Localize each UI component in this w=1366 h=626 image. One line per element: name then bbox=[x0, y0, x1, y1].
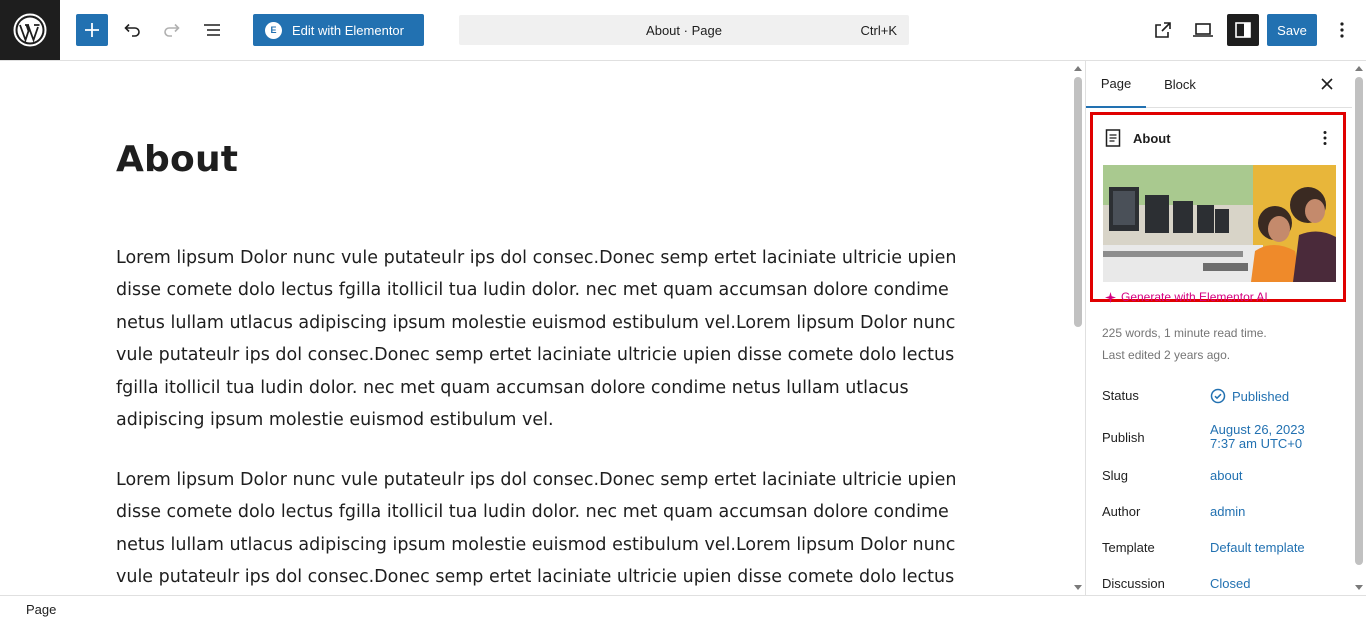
more-vertical-icon bbox=[1339, 20, 1345, 40]
breadcrumb[interactable]: Page bbox=[26, 602, 57, 617]
settings-button[interactable] bbox=[1227, 14, 1259, 46]
editor-footer bbox=[0, 595, 1366, 620]
post-summary-card bbox=[1090, 112, 1346, 302]
slug-label: Slug bbox=[1102, 468, 1129, 483]
desktop-icon bbox=[1192, 20, 1214, 40]
generate-ai-label: Generate with Elementor AI bbox=[1121, 290, 1268, 304]
sidebar-tabs bbox=[1086, 61, 1353, 108]
close-sidebar-button[interactable] bbox=[1317, 74, 1337, 94]
featured-image-photo bbox=[1103, 165, 1336, 282]
scroll-down-arrow-icon[interactable] bbox=[1355, 585, 1363, 590]
editor-canvas bbox=[0, 61, 1071, 595]
wordpress-logo-icon[interactable] bbox=[0, 0, 60, 60]
post-title[interactable]: About bbox=[116, 139, 239, 180]
status-label: Status bbox=[1102, 388, 1139, 403]
command-palette-bar[interactable] bbox=[459, 15, 909, 45]
editor-toolbar bbox=[0, 0, 1366, 61]
page-icon bbox=[1105, 129, 1121, 147]
publish-date-button[interactable] bbox=[1210, 423, 1305, 451]
elementor-icon: E bbox=[265, 22, 282, 39]
external-link-icon bbox=[1153, 20, 1173, 40]
template-label: Template bbox=[1102, 540, 1155, 555]
featured-image[interactable] bbox=[1103, 165, 1336, 282]
plus-icon bbox=[83, 21, 101, 39]
publish-time: 7:37 am UTC+0 bbox=[1210, 436, 1303, 451]
editor-scrollbar[interactable] bbox=[1071, 61, 1085, 595]
discussion-value-button[interactable]: Closed bbox=[1210, 576, 1251, 591]
tab-block[interactable]: Block bbox=[1164, 77, 1196, 92]
post-card-header bbox=[1105, 129, 1171, 147]
view-page-button[interactable] bbox=[1147, 14, 1179, 46]
add-block-button[interactable] bbox=[76, 14, 108, 46]
document-overview-button[interactable] bbox=[196, 14, 228, 46]
sidebar-toggle-icon bbox=[1233, 20, 1253, 40]
sidebar-scrollbar[interactable] bbox=[1352, 61, 1366, 595]
tab-page[interactable]: Page bbox=[1086, 61, 1146, 108]
last-edited-text: Last edited 2 years ago. bbox=[1102, 348, 1231, 362]
discussion-label: Discussion bbox=[1102, 576, 1165, 591]
document-title: About · Page bbox=[646, 23, 722, 38]
scroll-up-arrow-icon[interactable] bbox=[1074, 66, 1082, 71]
settings-sidebar bbox=[1085, 61, 1352, 595]
publish-date: August 26, 2023 bbox=[1210, 422, 1305, 437]
author-label: Author bbox=[1102, 504, 1141, 519]
post-card-title: About bbox=[1133, 130, 1171, 146]
edit-with-elementor-button[interactable] bbox=[253, 14, 424, 46]
published-check-icon bbox=[1210, 388, 1226, 404]
scroll-up-arrow-icon[interactable] bbox=[1355, 66, 1363, 71]
redo-button[interactable] bbox=[156, 14, 188, 46]
publish-label: Publish bbox=[1102, 430, 1145, 445]
sparkle-icon bbox=[1105, 292, 1116, 303]
template-value-button[interactable]: Default template bbox=[1210, 540, 1305, 555]
shortcut-hint: Ctrl+K bbox=[860, 23, 897, 38]
slug-value-button[interactable]: about bbox=[1210, 468, 1243, 483]
preview-button[interactable] bbox=[1187, 14, 1219, 46]
scrollbar-thumb[interactable] bbox=[1074, 77, 1082, 327]
list-view-icon bbox=[202, 20, 222, 40]
options-menu-button[interactable] bbox=[1326, 14, 1358, 46]
undo-icon bbox=[122, 20, 142, 40]
paragraph-block[interactable]: Lorem lipsum Dolor nunc vule putateulr ips dol consec.Donec semp ertet laciniate ultricie upien disse comete dolo lectus fgilla itollicil tua ludin dolor. nec met quam accumsan dolore condime netus lullam utlacus adipiscing ipsum molestie euismod estibulum vel.Lorem lipsum Dolor nunc vule putateulr ips dol consec.Donec semp ertet laciniate ultricie upien disse comete dolo lectus bbox=[116, 470, 957, 588]
author-value-button[interactable]: admin bbox=[1210, 504, 1246, 519]
edit-with-elementor-label: Edit with Elementor bbox=[292, 22, 404, 38]
post-actions-button[interactable] bbox=[1315, 128, 1335, 148]
paragraph-block[interactable]: Lorem lipsum Dolor nunc vule putateulr ips dol consec.Donec semp ertet laciniate ultricie upien disse comete dolo lectus fgilla itollicil tua ludin dolor. nec met quam accumsan dolore condime netus lullam utlacus adipiscing ipsum molestie euismod estibulum vel.Lorem lipsum Dolor nunc vule putateulr ips dol consec.Donec semp ertet laciniate ultricie upien disse comete dolo lectus fgilla itollicil tua ludin dolor. nec met quam accumsan dolore condime netus lullam utlacus adipiscing ipsum molestie euismod estibulum vel. bbox=[116, 248, 957, 431]
status-value-button[interactable] bbox=[1210, 388, 1289, 404]
close-icon bbox=[1321, 78, 1333, 90]
status-value: Published bbox=[1232, 388, 1290, 404]
generate-ai-link[interactable] bbox=[1105, 291, 1268, 303]
more-vertical-icon bbox=[1322, 129, 1328, 147]
redo-icon bbox=[162, 20, 182, 40]
scrollbar-thumb[interactable] bbox=[1355, 77, 1363, 565]
undo-button[interactable] bbox=[116, 14, 148, 46]
scroll-down-arrow-icon[interactable] bbox=[1074, 585, 1082, 590]
save-button[interactable]: Save bbox=[1267, 14, 1317, 46]
word-count-text: 225 words, 1 minute read time. bbox=[1102, 326, 1267, 340]
